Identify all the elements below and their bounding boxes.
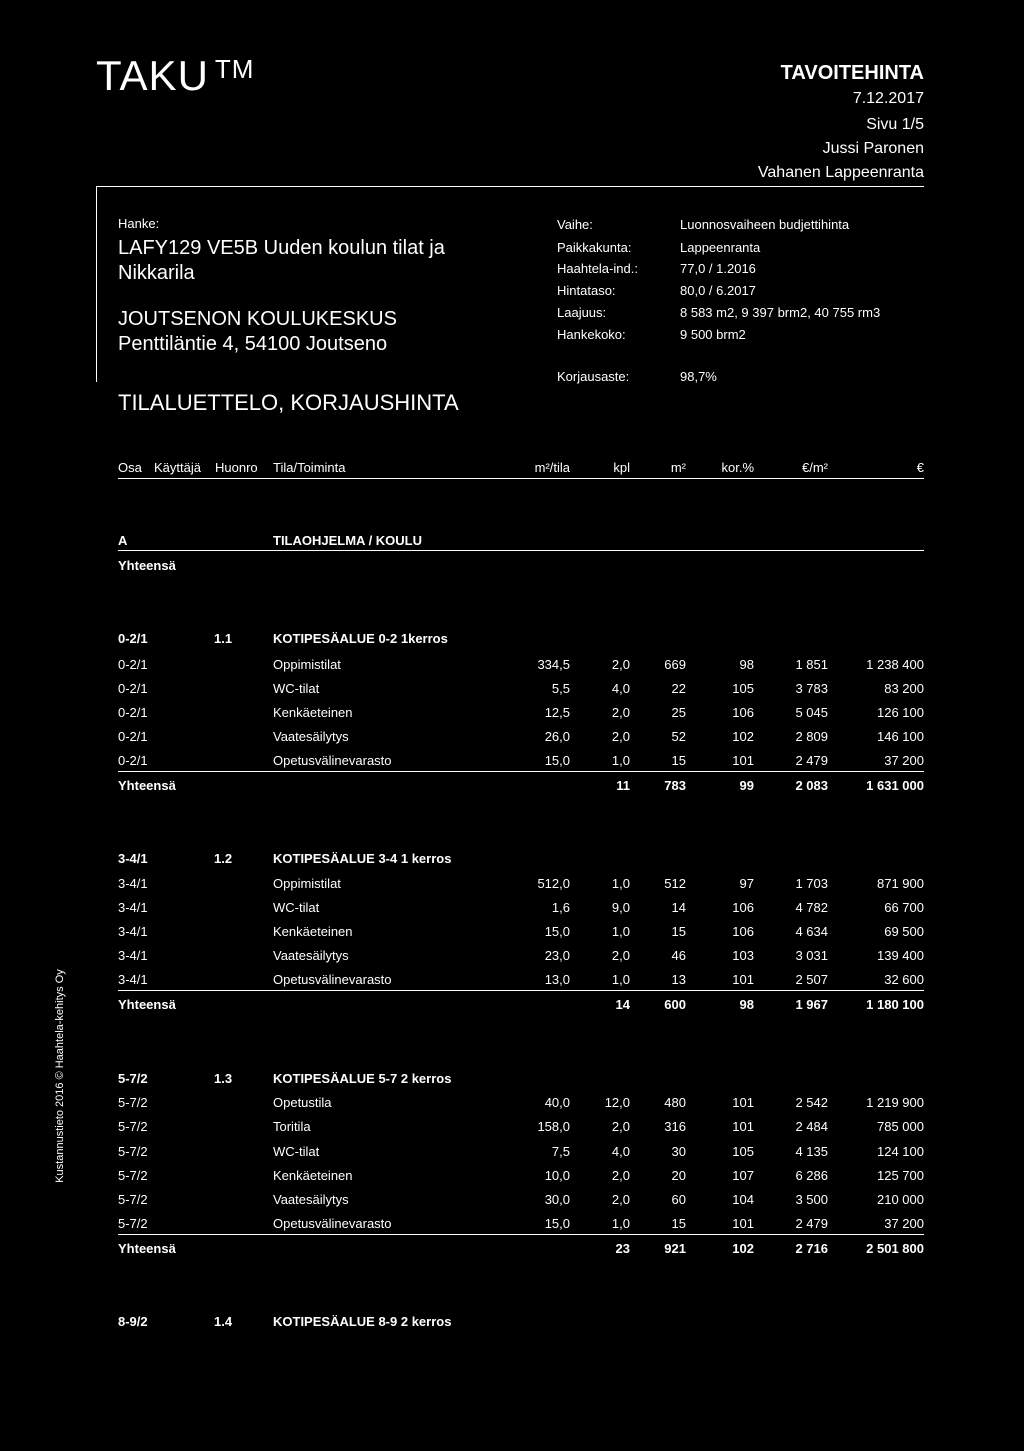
cell-tila: Opetustila bbox=[273, 1095, 332, 1110]
cell-osa: 3-4/1 bbox=[118, 948, 148, 963]
cell-osa: 5-7/2 bbox=[118, 1119, 148, 1134]
group-title: KOTIPESÄALUE 0-2 1kerros bbox=[273, 631, 448, 646]
cell-em2: 3 031 bbox=[795, 948, 828, 963]
site-name: JOUTSENON KOULUKESKUS bbox=[118, 308, 397, 330]
total-label: Yhteensä bbox=[118, 997, 176, 1012]
col-header-kayttaja: Käyttäjä bbox=[154, 460, 201, 475]
cell-m2tila: 40,0 bbox=[544, 1095, 570, 1110]
cell-osa: 3-4/1 bbox=[118, 924, 148, 939]
cell-m2tila: 7,5 bbox=[551, 1144, 570, 1159]
col-header-kpl: kpl bbox=[613, 460, 630, 475]
total-kpl: 14 bbox=[615, 997, 630, 1012]
cell-kor: 105 bbox=[732, 681, 754, 696]
cell-m2tila: 15,0 bbox=[544, 753, 570, 768]
total-m2: 783 bbox=[664, 778, 686, 793]
cell-kor: 101 bbox=[732, 1119, 754, 1134]
meta-label: Hankekoko: bbox=[557, 327, 626, 342]
cell-em2: 2 507 bbox=[795, 972, 828, 987]
cell-kpl: 1,0 bbox=[611, 924, 630, 939]
section-code: A bbox=[118, 533, 128, 548]
cell-m2tila: 26,0 bbox=[544, 729, 570, 744]
cell-m2: 480 bbox=[664, 1095, 686, 1110]
cell-m2tila: 158,0 bbox=[537, 1119, 570, 1134]
column-header-rule bbox=[118, 478, 924, 479]
total-em2: 1 967 bbox=[795, 997, 828, 1012]
cell-m2tila: 12,5 bbox=[544, 705, 570, 720]
total-kor: 98 bbox=[739, 997, 754, 1012]
table-row bbox=[0, 1095, 1024, 1115]
total-rule bbox=[118, 1234, 924, 1235]
cell-m2: 14 bbox=[671, 900, 686, 915]
cell-tila: Oppimistilat bbox=[273, 657, 341, 672]
cell-kpl: 12,0 bbox=[604, 1095, 630, 1110]
cell-m2: 30 bbox=[671, 1144, 686, 1159]
cell-osa: 5-7/2 bbox=[118, 1168, 148, 1183]
group-osa: 5-7/2 bbox=[118, 1071, 148, 1086]
document-type-title: TAVOITEHINTA bbox=[780, 62, 924, 84]
cell-eur: 32 600 bbox=[884, 972, 924, 987]
cell-eur: 210 000 bbox=[877, 1192, 924, 1207]
cell-m2: 15 bbox=[671, 753, 686, 768]
author-name: Jussi Paronen bbox=[822, 140, 924, 157]
group-osa: 0-2/1 bbox=[118, 631, 148, 646]
document-date: 7.12.2017 bbox=[852, 90, 924, 107]
cell-eur: 146 100 bbox=[877, 729, 924, 744]
total-em2: 2 716 bbox=[795, 1241, 828, 1256]
cell-tila: Oppimistilat bbox=[273, 876, 341, 891]
cell-kor: 101 bbox=[732, 753, 754, 768]
cell-kor: 101 bbox=[732, 1095, 754, 1110]
total-em2: 2 083 bbox=[795, 778, 828, 793]
cell-osa: 0-2/1 bbox=[118, 657, 148, 672]
col-header-kor: kor.% bbox=[721, 460, 754, 475]
cell-eur: 69 500 bbox=[884, 924, 924, 939]
cell-m2: 60 bbox=[671, 1192, 686, 1207]
project-name-line1: LAFY129 VE5B Uuden koulun tilat ja bbox=[118, 237, 445, 259]
cell-m2tila: 1,6 bbox=[551, 900, 570, 915]
cell-m2: 669 bbox=[664, 657, 686, 672]
meta-value: 98,7% bbox=[680, 369, 717, 384]
table-row bbox=[0, 972, 1024, 992]
meta-value: 8 583 m2, 9 397 brm2, 40 755 rm3 bbox=[680, 305, 881, 320]
meta-label: Vaihe: bbox=[557, 217, 593, 232]
meta-value: Lappeenranta bbox=[680, 240, 761, 255]
cell-m2: 316 bbox=[664, 1119, 686, 1134]
cell-tila: Toritila bbox=[273, 1119, 311, 1134]
logo bbox=[96, 52, 254, 100]
cell-em2: 3 500 bbox=[795, 1192, 828, 1207]
cell-em2: 1 703 bbox=[795, 876, 828, 891]
meta-value: 9 500 brm2 bbox=[680, 327, 746, 342]
meta-value: Luonnosvaiheen budjettihinta bbox=[680, 217, 850, 232]
col-header-tila: Tila/Toiminta bbox=[273, 460, 346, 475]
cell-tila: WC-tilat bbox=[273, 681, 320, 696]
cell-tila: Opetusvälinevarasto bbox=[273, 972, 392, 987]
cell-osa: 0-2/1 bbox=[118, 729, 148, 744]
cell-kor: 104 bbox=[732, 1192, 754, 1207]
cell-kpl: 1,0 bbox=[611, 972, 630, 987]
cell-kor: 97 bbox=[739, 876, 754, 891]
cell-em2: 4 135 bbox=[795, 1144, 828, 1159]
header-divider bbox=[96, 186, 924, 187]
table-row bbox=[0, 948, 1024, 968]
cell-osa: 0-2/1 bbox=[118, 681, 148, 696]
cell-eur: 871 900 bbox=[877, 876, 924, 891]
total-label: Yhteensä bbox=[118, 778, 176, 793]
total-label: Yhteensä bbox=[118, 1241, 176, 1256]
meta-label: Hintataso: bbox=[557, 283, 616, 298]
total-m2: 921 bbox=[664, 1241, 686, 1256]
cell-m2tila: 10,0 bbox=[544, 1168, 570, 1183]
cell-em2: 4 634 bbox=[795, 924, 828, 939]
cell-m2: 15 bbox=[671, 924, 686, 939]
cell-kor: 106 bbox=[732, 924, 754, 939]
project-name-line2: Nikkarila bbox=[118, 262, 195, 284]
total-eur: 2 501 800 bbox=[866, 1241, 924, 1256]
meta-value: 77,0 / 1.2016 bbox=[680, 261, 756, 276]
cell-em2: 2 542 bbox=[795, 1095, 828, 1110]
cell-em2: 6 286 bbox=[795, 1168, 828, 1183]
col-header-m2-tila: m²/tila bbox=[534, 460, 570, 475]
group-title: KOTIPESÄALUE 8-9 2 kerros bbox=[273, 1314, 452, 1329]
section-title: TILAOHJELMA / KOULU bbox=[273, 533, 423, 548]
cell-osa: 3-4/1 bbox=[118, 972, 148, 987]
hanke-label: Hanke: bbox=[118, 216, 160, 231]
document-title: TILALUETTELO, KORJAUSHINTA bbox=[118, 390, 459, 415]
group-total-row bbox=[0, 1241, 1024, 1261]
header-frame-left bbox=[96, 186, 97, 382]
cell-eur: 1 238 400 bbox=[866, 657, 924, 672]
cell-m2: 46 bbox=[671, 948, 686, 963]
cell-osa: 5-7/2 bbox=[118, 1192, 148, 1207]
cell-osa: 5-7/2 bbox=[118, 1216, 148, 1231]
group-number: 1.1 bbox=[214, 631, 233, 646]
cell-osa: 3-4/1 bbox=[118, 876, 148, 891]
table-row bbox=[0, 753, 1024, 773]
cell-em2: 2 479 bbox=[795, 753, 828, 768]
cell-m2tila: 13,0 bbox=[544, 972, 570, 987]
cell-m2: 25 bbox=[671, 705, 686, 720]
group-number: 1.3 bbox=[214, 1071, 233, 1086]
cell-m2: 15 bbox=[671, 1216, 686, 1231]
cell-kor: 105 bbox=[732, 1144, 754, 1159]
col-header-osa: Osa bbox=[118, 460, 142, 475]
cell-eur: 83 200 bbox=[884, 681, 924, 696]
cell-kpl: 1,0 bbox=[611, 876, 630, 891]
cell-tila: Opetusvälinevarasto bbox=[273, 753, 392, 768]
col-header-huonro: Huonro bbox=[215, 460, 258, 475]
group-number: 1.4 bbox=[214, 1314, 233, 1329]
col-header-eur-m2: €/m² bbox=[802, 460, 828, 475]
cell-m2: 13 bbox=[671, 972, 686, 987]
cell-tila: Opetusvälinevarasto bbox=[273, 1216, 392, 1231]
cell-kor: 101 bbox=[732, 972, 754, 987]
cell-em2: 4 782 bbox=[795, 900, 828, 915]
cell-eur: 66 700 bbox=[884, 900, 924, 915]
cell-kpl: 4,0 bbox=[611, 1144, 630, 1159]
copyright-note: Kustannustieto 2016 © Haahtela-kehitys Oy bbox=[54, 969, 66, 1183]
cell-eur: 139 400 bbox=[877, 948, 924, 963]
cell-m2tila: 23,0 bbox=[544, 948, 570, 963]
table-row bbox=[0, 729, 1024, 749]
section-a-total bbox=[0, 558, 1024, 578]
cell-kpl: 9,0 bbox=[611, 900, 630, 915]
total-eur: 1 631 000 bbox=[866, 778, 924, 793]
cell-tila: Vaatesäilytys bbox=[273, 948, 349, 963]
cell-tila: Vaatesäilytys bbox=[273, 729, 349, 744]
group-header bbox=[0, 1071, 1024, 1091]
logo-text: TAKU bbox=[96, 52, 209, 99]
total-kpl: 23 bbox=[615, 1241, 630, 1256]
cell-eur: 37 200 bbox=[884, 753, 924, 768]
meta-label: Laajuus: bbox=[557, 305, 607, 320]
cell-eur: 1 219 900 bbox=[866, 1095, 924, 1110]
cell-m2tila: 5,5 bbox=[551, 681, 570, 696]
cell-em2: 5 045 bbox=[795, 705, 828, 720]
table-row bbox=[0, 705, 1024, 725]
total-kpl: 11 bbox=[616, 778, 630, 793]
cell-m2tila: 512,0 bbox=[537, 876, 570, 891]
meta-label: Paikkakunta: bbox=[557, 240, 632, 255]
cell-em2: 2 484 bbox=[795, 1119, 828, 1134]
table-row bbox=[0, 1216, 1024, 1236]
total-label: Yhteensä bbox=[118, 558, 176, 573]
cell-m2tila: 30,0 bbox=[544, 1192, 570, 1207]
cell-osa: 5-7/2 bbox=[118, 1095, 148, 1110]
group-osa: 3-4/1 bbox=[118, 851, 148, 866]
cell-kpl: 2,0 bbox=[611, 705, 630, 720]
cell-m2: 52 bbox=[671, 729, 686, 744]
cell-m2: 512 bbox=[664, 876, 686, 891]
cell-eur: 125 700 bbox=[877, 1168, 924, 1183]
cell-eur: 126 100 bbox=[877, 705, 924, 720]
cell-m2: 20 bbox=[671, 1168, 686, 1183]
cell-eur: 785 000 bbox=[877, 1119, 924, 1134]
table-row bbox=[0, 900, 1024, 920]
cell-kor: 102 bbox=[732, 729, 754, 744]
company-name: Vahanen Lappeenranta bbox=[757, 164, 924, 181]
group-header bbox=[0, 851, 1024, 871]
cell-kpl: 2,0 bbox=[611, 1168, 630, 1183]
cell-kpl: 2,0 bbox=[611, 1119, 630, 1134]
total-kor: 102 bbox=[732, 1241, 754, 1256]
cell-tila: Kenkäeteinen bbox=[273, 1168, 353, 1183]
cell-kpl: 2,0 bbox=[611, 1192, 630, 1207]
table-row bbox=[0, 924, 1024, 944]
cell-kor: 107 bbox=[732, 1168, 754, 1183]
section-rule bbox=[118, 550, 924, 551]
col-header-eur: € bbox=[916, 460, 924, 475]
cell-em2: 3 783 bbox=[795, 681, 828, 696]
total-kor: 99 bbox=[739, 778, 754, 793]
group-total-row bbox=[0, 997, 1024, 1017]
group-header bbox=[0, 631, 1024, 651]
cell-tila: Kenkäeteinen bbox=[273, 924, 353, 939]
table-row bbox=[0, 657, 1024, 677]
cell-kor: 101 bbox=[732, 1216, 754, 1231]
group-osa: 8-9/2 bbox=[118, 1314, 148, 1329]
cell-kpl: 2,0 bbox=[611, 729, 630, 744]
cell-m2: 22 bbox=[671, 681, 686, 696]
cell-kpl: 4,0 bbox=[611, 681, 630, 696]
cell-tila: Vaatesäilytys bbox=[273, 1192, 349, 1207]
meta-label: Haahtela-ind.: bbox=[557, 261, 638, 276]
cell-osa: 0-2/1 bbox=[118, 753, 148, 768]
table-row bbox=[0, 1168, 1024, 1188]
table-row bbox=[0, 681, 1024, 701]
cell-osa: 5-7/2 bbox=[118, 1144, 148, 1159]
total-rule bbox=[118, 771, 924, 772]
cell-osa: 3-4/1 bbox=[118, 900, 148, 915]
cell-kpl: 2,0 bbox=[611, 657, 630, 672]
table-row bbox=[0, 1119, 1024, 1139]
cell-kor: 106 bbox=[732, 900, 754, 915]
cell-eur: 124 100 bbox=[877, 1144, 924, 1159]
cell-kor: 103 bbox=[732, 948, 754, 963]
cell-kpl: 2,0 bbox=[611, 948, 630, 963]
trademark-mark: TM bbox=[214, 54, 255, 84]
col-header-m2: m² bbox=[670, 460, 686, 475]
cell-eur: 37 200 bbox=[884, 1216, 924, 1231]
cell-em2: 2 479 bbox=[795, 1216, 828, 1231]
cell-tila: Kenkäeteinen bbox=[273, 705, 353, 720]
cell-m2tila: 334,5 bbox=[537, 657, 570, 672]
table-row bbox=[0, 1144, 1024, 1164]
table-row bbox=[0, 876, 1024, 896]
total-m2: 600 bbox=[664, 997, 686, 1012]
group-number: 1.2 bbox=[214, 851, 233, 866]
cell-m2tila: 15,0 bbox=[544, 924, 570, 939]
cell-tila: WC-tilat bbox=[273, 900, 320, 915]
cell-osa: 0-2/1 bbox=[118, 705, 148, 720]
site-address: Penttiläntie 4, 54100 Joutseno bbox=[118, 333, 388, 355]
cell-kor: 98 bbox=[739, 657, 754, 672]
group-total-row bbox=[0, 778, 1024, 798]
meta-label: Korjausaste: bbox=[557, 369, 630, 384]
meta-value: 80,0 / 6.2017 bbox=[680, 283, 756, 298]
total-rule bbox=[118, 990, 924, 991]
group-title: KOTIPESÄALUE 5-7 2 kerros bbox=[273, 1071, 452, 1086]
cell-kpl: 1,0 bbox=[611, 753, 630, 768]
cell-em2: 2 809 bbox=[795, 729, 828, 744]
table-row bbox=[0, 1192, 1024, 1212]
group-title: KOTIPESÄALUE 3-4 1 kerros bbox=[273, 851, 452, 866]
page-number: Sivu 1/5 bbox=[866, 116, 924, 133]
cell-kpl: 1,0 bbox=[611, 1216, 630, 1231]
cell-kor: 106 bbox=[732, 705, 754, 720]
group-header bbox=[0, 1314, 1024, 1334]
cell-tila: WC-tilat bbox=[273, 1144, 320, 1159]
cell-m2tila: 15,0 bbox=[544, 1216, 570, 1231]
cell-em2: 1 851 bbox=[795, 657, 828, 672]
total-eur: 1 180 100 bbox=[866, 997, 924, 1012]
